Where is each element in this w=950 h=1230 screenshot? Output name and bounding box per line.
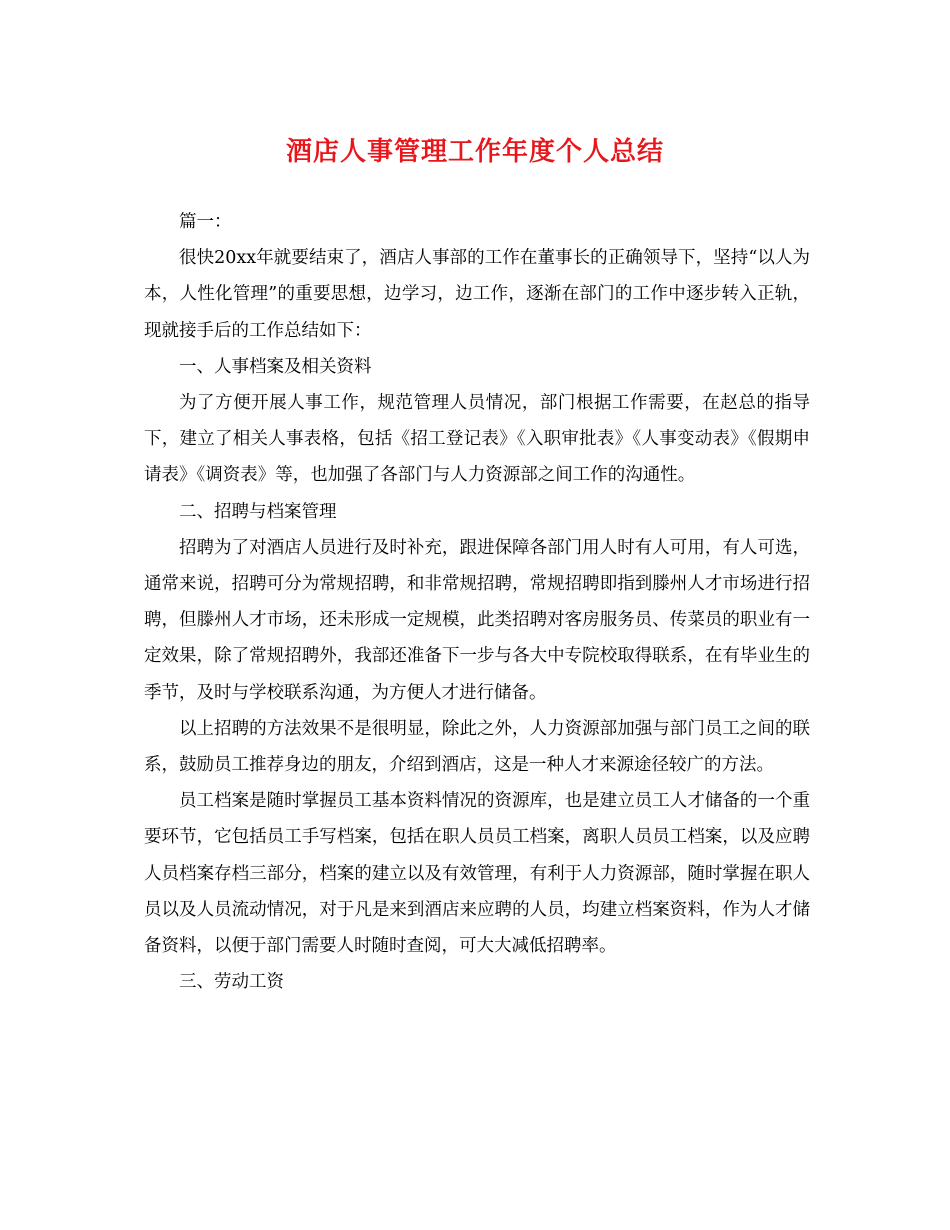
document-title: 酒店人事管理工作年度个人总结 [285, 137, 664, 167]
heading-labor-wages: 三、劳动工资 [179, 972, 284, 993]
paragraph-recruitment-referrals: 以上招聘的方法效果不是很明显，除此之外，人力资源部加强与部门员工之间的联系，鼓励员工推荐身边的朋友，介绍到酒店，这是一种人才来源途径较广的方法。 [144, 718, 810, 776]
paragraph-recruitment-methods: 招聘为了对酒店人员进行及时补充，跟进保障各部门用人时有人可用，有人可选，通常来说，招聘可分为常规招聘，和非常规招聘，常规招聘即指到滕州人才市场进行招聘，但滕州人才市场，还未形成一定规模，此类招聘对客房服务员、传菜员的职业有一定效果，除了常规招聘外，我部还准备下一步与各大中专院校取得联系，在有毕业生的季节，及时与学校联系沟通，为方便人才进行储备。 [144, 537, 810, 703]
paragraph-employee-files: 员工档案是随时掌握员工基本资料情况的资源库，也是建立员工人才储备的一个重要环节，它包括员工手写档案，包括在职人员员工档案，离职人员员工档案，以及应聘人员档案存档三部分，档案的建立以及有效管理，有利于人力资源部，随时掌握在职人员以及人员流动情况，对于凡是来到酒店来应聘的人员，均建立档案资料，作为人才储备资料，以便于部门需要人时随时查阅，可大大减低招聘率。 [144, 791, 810, 957]
heading-personnel-files: 一、人事档案及相关资料 [179, 356, 372, 377]
heading-recruitment: 二、招聘与档案管理 [179, 501, 337, 522]
paragraph-personnel-forms: 为了方便开展人事工作，规范管理人员情况，部门根据工作需要，在赵总的指导下，建立了相关人事表格，包括《招工登记表》《入职审批表》《人事变动表》《假期申请表》《调资表》等，也加强了各部门与人力资源部之间工作的沟通性。 [144, 393, 810, 486]
paragraph-section-label: 篇一： [179, 212, 232, 232]
document-body [144, 204, 810, 1000]
paragraph-intro: 很快20xx年就要结束了，酒店人事部的工作在董事长的正确领导下，坚持“以人为本，人性化管理”的重要思想，边学习，边工作，逐渐在部门的工作中逐步转入正轨，现就接手后的工作总结如下： [144, 248, 810, 341]
